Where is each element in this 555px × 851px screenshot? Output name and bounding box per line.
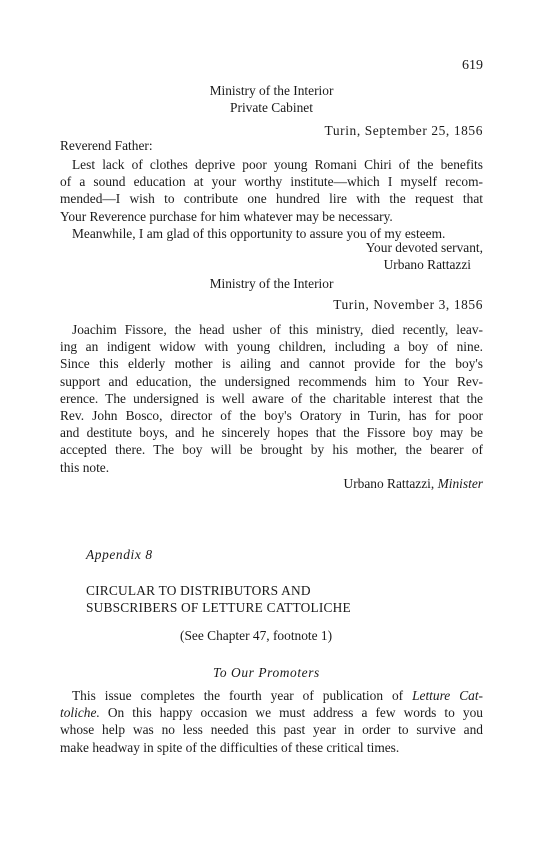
letter2-line-3: Since this elderly mother is ailing and cannot provide for the boy's: [60, 356, 483, 372]
appendix-line-2-text: On this happy occasion we must address a few words to you: [99, 705, 483, 721]
letter2-line-7: and destitute boys, and he sincerely hopes that the Fissore boy may be: [60, 425, 483, 441]
letter1-header-line2: Private Cabinet: [230, 100, 313, 115]
appendix-line-1-title: Letture Cat-: [412, 688, 483, 703]
letter1-closing: Your devoted servant,: [365, 240, 483, 255]
letter1-dateline: Turin, September 25, 1856: [324, 123, 483, 138]
letter1-line-2: of a sound education at your worthy institute—which I myself recom-: [60, 174, 483, 190]
appendix-heading: To Our Promoters: [213, 665, 320, 680]
appendix-label: Appendix 8: [86, 547, 153, 562]
letter2-paragraph: [60, 321, 483, 476]
letter2-header: Ministry of the Interior: [209, 276, 334, 291]
letter2-line-6: Rev. John Bosco, director of the boy's Oratory in Turin, has for poor: [60, 408, 483, 424]
appendix-paragraph: [60, 687, 483, 756]
letter2-signature: [344, 475, 483, 492]
appendix-title-line1: CIRCULAR TO DISTRIBUTORS AND: [86, 583, 311, 598]
appendix-line-1: [60, 687, 483, 704]
letter2-line-9: this note.: [60, 459, 110, 475]
letter2-line-8: accepted there. The boy will be brought by his mother, the bearer of: [60, 442, 483, 458]
letter2-line-5: erence. The undersigned is well aware of the charitable interest that the: [60, 390, 483, 406]
appendix-line-3: whose help was no less needed this past year in order to survive and: [60, 722, 483, 738]
appendix-line-1-text: This issue completes the fourth year of publication of: [72, 688, 413, 703]
document-page: [60, 0, 483, 851]
letter2-dateline: Turin, November 3, 1856: [333, 297, 483, 312]
letter1-salutation: Reverend Father:: [60, 138, 153, 153]
letter1-closing-paragraph: Meanwhile, I am glad of this opportunity to assure you of my esteem.: [72, 226, 446, 241]
letter2-line-4: support and education, the undersigned recommends him to Your Rev-: [60, 373, 483, 389]
letter1-paragraph: [60, 156, 483, 225]
letter1-line-1: Lest lack of clothes deprive poor young Romani Chiri of the benefits: [72, 157, 483, 172]
letter1-line-4: Your Reverence purchase for him whatever may be necessary.: [60, 208, 393, 224]
appendix-line-2: [60, 704, 483, 721]
letter1-line-3: mended—I wish to contribute one hundred lire with the request that: [60, 191, 483, 207]
letter1-header-line1: Ministry of the Interior: [209, 83, 334, 98]
appendix-reference: (See Chapter 47, footnote 1): [180, 628, 333, 643]
letter2-signature-title: Minister: [437, 476, 483, 491]
letter2-signature-name: Urbano Rattazzi,: [343, 476, 438, 491]
appendix-title-line2: SUBSCRIBERS OF LETTURE CATTOLICHE: [86, 600, 351, 615]
letter1-signature: Urbano Rattazzi: [383, 257, 471, 272]
appendix-line-2-title: toliche.: [60, 705, 100, 721]
letter2-line-1: Joachim Fissore, the head usher of this ministry, died recently, leav-: [72, 322, 483, 337]
appendix-line-4: make headway in spite of the difficulties of these critical times.: [60, 739, 400, 755]
letter2-line-2: ing an indigent widow with young children, including a boy of nine.: [60, 339, 483, 355]
page-number: 619: [462, 58, 483, 73]
